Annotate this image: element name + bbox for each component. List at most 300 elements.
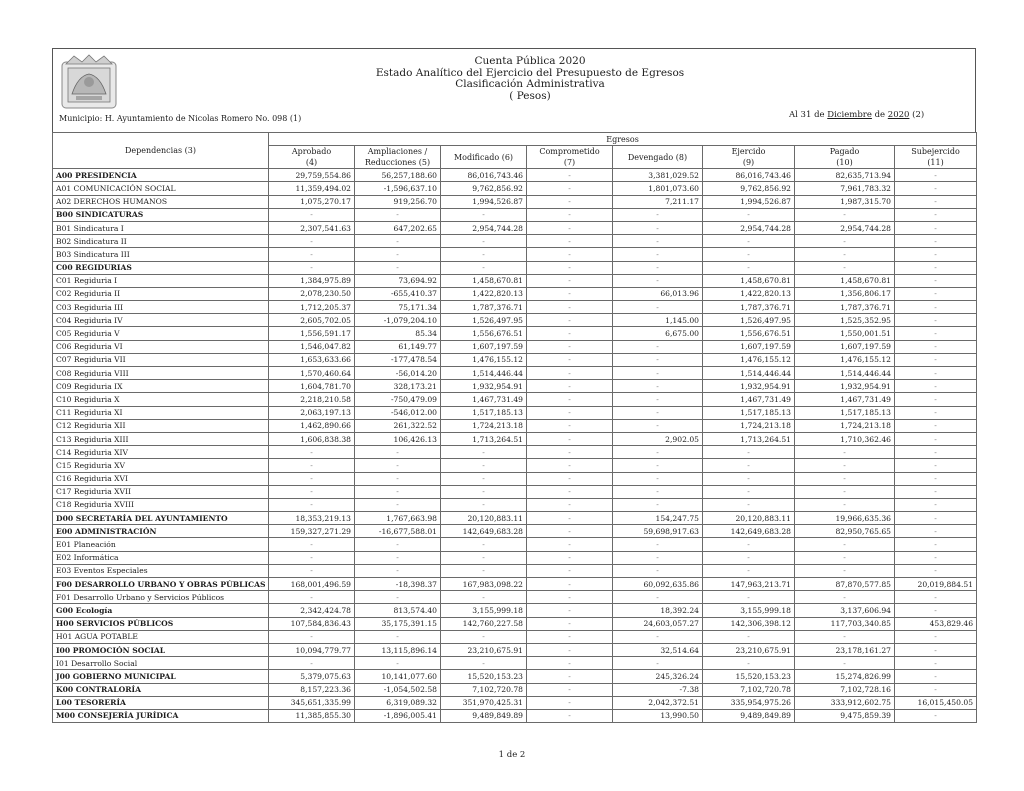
table-row [53,604,977,617]
amount-cell: 142,306,398.12 [703,617,795,630]
amount-cell: -18,398.37 [355,578,441,591]
amount-cell: 75,171.34 [355,301,441,314]
amount-cell: - [269,472,355,485]
amount-cell: - [795,498,895,511]
amount-cell: - [703,657,795,670]
dependency-name: K00 CONTRALORÍA [53,683,269,696]
amount-cell: - [613,657,703,670]
dependency-name: C04 Regiduria IV [53,314,269,327]
amount-cell: 1,932,954.91 [795,380,895,393]
amount-cell: - [895,380,977,393]
amount-cell: - [355,261,441,274]
amount-cell: - [527,512,613,525]
amount-cell: 15,520,153.23 [441,670,527,683]
amount-cell: - [441,657,527,670]
amount-cell: 1,994,526.87 [441,195,527,208]
amount-cell: - [703,551,795,564]
amount-cell: - [613,472,703,485]
amount-cell: - [527,709,613,722]
amount-cell: 1,075,270.17 [269,195,355,208]
dependency-name: C01 Regiduria I [53,274,269,287]
dependency-name: C07 Regiduria VII [53,353,269,366]
table-row [53,274,977,287]
amount-cell: 11,359,494.02 [269,182,355,195]
dependency-name: C11 Regiduria XI [53,406,269,419]
amount-cell: - [795,208,895,221]
amount-cell: - [895,235,977,248]
table-row [53,287,977,300]
table-row [53,393,977,406]
table-row [53,314,977,327]
amount-cell: - [527,630,613,643]
amount-cell: 107,584,836.43 [269,617,355,630]
amount-cell: - [895,564,977,577]
amount-cell: - [355,551,441,564]
amount-cell: - [895,643,977,656]
amount-cell: - [441,630,527,643]
amount-cell: - [527,525,613,538]
amount-cell: 35,175,391.15 [355,617,441,630]
dependency-name: B01 Sindicatura I [53,221,269,234]
amount-cell: - [355,498,441,511]
column-header-line: (10) [836,158,853,168]
dependency-name: E00 ADMINISTRACIÓN [53,525,269,538]
amount-cell: 9,489,849.89 [703,709,795,722]
amount-cell: 1,653,633.66 [269,353,355,366]
amount-cell: 2,042,372.51 [613,696,703,709]
column-header-line: (9) [742,158,755,168]
amount-cell: - [895,630,977,643]
amount-cell: - [895,525,977,538]
amount-cell: 147,963,213.71 [703,578,795,591]
amount-cell: 351,970,425.31 [441,696,527,709]
column-header-line: Ampliaciones / [367,147,428,157]
column-header-line: (4) [305,158,318,168]
amount-cell: - [613,538,703,551]
amount-cell: - [795,446,895,459]
dependency-name: M00 CONSEJERÍA JURÍDICA [53,709,269,722]
amount-cell: 1,607,197.59 [795,340,895,353]
table-row [53,709,977,722]
amount-cell: - [355,564,441,577]
amount-cell: - [895,538,977,551]
table-row [53,208,977,221]
amount-cell: 8,157,223.36 [269,683,355,696]
amount-cell: - [703,472,795,485]
amount-cell: 647,202.65 [355,221,441,234]
amount-cell: - [441,248,527,261]
amount-cell: 333,912,602.75 [795,696,895,709]
column-header [895,146,977,169]
table-row [53,525,977,538]
amount-cell: 7,102,720.78 [703,683,795,696]
amount-cell: - [795,538,895,551]
title-line: Estado Analítico del Ejercicio del Presupuesto de Egresos [375,66,685,79]
amount-cell: 1,525,352.95 [795,314,895,327]
table-body [53,169,977,723]
column-header-line: (11) [927,158,944,168]
amount-cell: - [355,630,441,643]
amount-cell: - [441,485,527,498]
column-header-line: Pagado [829,147,860,157]
amount-cell: - [613,406,703,419]
amount-cell: - [895,683,977,696]
amount-cell: - [895,485,977,498]
amount-cell: 1,801,073.60 [613,182,703,195]
amount-cell: -16,677,588.01 [355,525,441,538]
amount-cell: 2,307,541.63 [269,221,355,234]
amount-cell: -1,079,204.10 [355,314,441,327]
dependency-name: H01 AGUA POTABLE [53,630,269,643]
amount-cell: 2,078,230.50 [269,287,355,300]
amount-cell: - [795,657,895,670]
column-header-line: Reducciones (5) [364,158,431,168]
amount-cell: - [527,604,613,617]
amount-cell: 18,392.24 [613,604,703,617]
table-row [53,353,977,366]
amount-cell: - [527,208,613,221]
amount-cell: 1,713,264.51 [703,432,795,445]
amount-cell: - [613,248,703,261]
amount-cell: - [613,353,703,366]
budget-table [52,132,977,723]
amount-cell: - [795,472,895,485]
amount-cell: - [527,314,613,327]
dependency-name: B03 Sindicatura III [53,248,269,261]
amount-cell: - [795,235,895,248]
date-month: Diciembre [827,110,872,120]
amount-cell: - [527,591,613,604]
column-header [703,146,795,169]
amount-cell: 7,102,728.16 [795,683,895,696]
amount-cell: 1,932,954.91 [703,380,795,393]
amount-cell: 29,759,554.86 [269,169,355,182]
amount-cell: 1,713,264.51 [441,432,527,445]
report-date [789,110,924,120]
amount-cell: 73,694.92 [355,274,441,287]
amount-cell: 1,724,213.18 [703,419,795,432]
amount-cell: - [895,169,977,182]
amount-cell: - [441,472,527,485]
amount-cell: - [895,393,977,406]
amount-cell: -750,479.09 [355,393,441,406]
dependency-name: F01 Desarrollo Urbano y Servicios Públicos [53,591,269,604]
amount-cell: - [269,630,355,643]
amount-cell: - [441,538,527,551]
table-row [53,432,977,445]
column-header [355,146,441,169]
column-header-line: Comprometido [539,147,600,157]
amount-cell: - [795,564,895,577]
amount-cell: 1,517,185.13 [795,406,895,419]
amount-cell: 1,556,676.51 [441,327,527,340]
amount-cell: 20,120,883.11 [441,512,527,525]
amount-cell: - [527,670,613,683]
amount-cell: - [441,459,527,472]
municipio-label: Municipio: H. Ayuntamiento de Nicolas Romero No. 098 (1) [59,114,302,123]
amount-cell: - [355,208,441,221]
amount-cell: 1,514,446.44 [441,367,527,380]
amount-cell: 1,422,820.13 [703,287,795,300]
amount-cell: 2,218,210.58 [269,393,355,406]
amount-cell: - [795,261,895,274]
amount-cell: - [895,248,977,261]
amount-cell: - [527,261,613,274]
amount-cell: 23,210,675.91 [441,643,527,656]
amount-cell: - [355,657,441,670]
amount-cell: - [355,446,441,459]
amount-cell: - [269,485,355,498]
amount-cell: - [703,261,795,274]
table-row [53,169,977,182]
amount-cell: 261,322.52 [355,419,441,432]
amount-cell: - [269,446,355,459]
amount-cell: 9,762,856.92 [703,182,795,195]
egresos-group-header: Egresos [269,133,977,146]
amount-cell: - [527,393,613,406]
amount-cell: - [269,538,355,551]
amount-cell: 13,990.50 [613,709,703,722]
amount-cell: 16,015,450.05 [895,696,977,709]
date-year: 2020 [887,110,910,120]
amount-cell: - [269,235,355,248]
amount-cell: - [441,235,527,248]
amount-cell: 1,556,591.17 [269,327,355,340]
amount-cell: 15,274,826.99 [795,670,895,683]
amount-cell: 86,016,743.46 [441,169,527,182]
amount-cell: 2,605,702.05 [269,314,355,327]
amount-cell: 1,467,731.49 [703,393,795,406]
amount-cell: - [795,591,895,604]
amount-cell: - [527,235,613,248]
table-row [53,419,977,432]
amount-cell: - [613,591,703,604]
amount-cell: 167,983,098.22 [441,578,527,591]
amount-cell: - [269,208,355,221]
table-row [53,578,977,591]
amount-cell: - [795,551,895,564]
amount-cell: 1,476,155.12 [703,353,795,366]
amount-cell: - [527,195,613,208]
amount-cell: - [895,709,977,722]
title-line: Cuenta Pública 2020 [474,55,586,67]
table-row [53,670,977,683]
table-row [53,498,977,511]
amount-cell: 1,458,670.81 [703,274,795,287]
amount-cell: -546,012.00 [355,406,441,419]
amount-cell: - [527,367,613,380]
amount-cell: 2,954,744.28 [795,221,895,234]
amount-cell: - [895,591,977,604]
column-header-line: Subejercido [911,147,960,157]
amount-cell: 1,517,185.13 [703,406,795,419]
amount-cell: -56,014.20 [355,367,441,380]
amount-cell: 106,426.13 [355,432,441,445]
dependency-name: E02 Informática [53,551,269,564]
amount-cell: 168,001,496.59 [269,578,355,591]
amount-cell: 1,604,781.70 [269,380,355,393]
amount-cell: 813,574.40 [355,604,441,617]
amount-cell: - [355,591,441,604]
amount-cell: - [613,485,703,498]
amount-cell: 453,829.46 [895,617,977,630]
amount-cell: 19,966,635.36 [795,512,895,525]
amount-cell: - [527,432,613,445]
date-suffix: (2) [909,110,925,120]
amount-cell: 328,173.21 [355,380,441,393]
column-header-line: Ejercido [731,147,766,157]
amount-cell: 9,762,856.92 [441,182,527,195]
amount-cell: - [895,604,977,617]
amount-cell: 1,724,213.18 [795,419,895,432]
amount-cell: 154,247.75 [613,512,703,525]
amount-cell: 9,475,859.39 [795,709,895,722]
amount-cell: - [895,367,977,380]
amount-cell: - [527,353,613,366]
amount-cell: - [441,498,527,511]
amount-cell: 1,570,460.64 [269,367,355,380]
amount-cell: - [527,578,613,591]
dependency-name: C02 Regiduria II [53,287,269,300]
amount-cell: 1,356,806.17 [795,287,895,300]
amount-cell: - [613,221,703,234]
amount-cell: -1,896,005.41 [355,709,441,722]
amount-cell: - [527,327,613,340]
amount-cell: - [527,221,613,234]
amount-cell: 1,932,954.91 [441,380,527,393]
amount-cell: - [613,274,703,287]
amount-cell: 345,651,335.99 [269,696,355,709]
amount-cell: - [355,459,441,472]
amount-cell: - [441,551,527,564]
amount-cell: 2,902.05 [613,432,703,445]
amount-cell: - [895,670,977,683]
amount-cell: 7,961,783.32 [795,182,895,195]
dependency-name: C18 Regiduria XVIII [53,498,269,511]
amount-cell: - [703,498,795,511]
amount-cell: - [613,498,703,511]
amount-cell: - [527,182,613,195]
amount-cell: - [895,406,977,419]
amount-cell: 2,954,744.28 [703,221,795,234]
amount-cell: - [441,564,527,577]
column-header [527,146,613,169]
amount-cell: 1,476,155.12 [795,353,895,366]
amount-cell: 1,467,731.49 [795,393,895,406]
amount-cell: - [703,630,795,643]
amount-cell: - [269,261,355,274]
amount-cell: 87,870,577.85 [795,578,895,591]
amount-cell: -655,410.37 [355,287,441,300]
amount-cell: 1,787,376.71 [795,301,895,314]
amount-cell: 117,703,340.85 [795,617,895,630]
date-prefix: Al 31 de [789,110,828,120]
amount-cell: - [527,380,613,393]
amount-cell: - [355,538,441,551]
amount-cell: - [527,406,613,419]
amount-cell: 142,649,683.28 [703,525,795,538]
amount-cell: 3,155,999.18 [703,604,795,617]
dependency-name: J00 GOBIERNO MUNICIPAL [53,670,269,683]
amount-cell: - [895,419,977,432]
amount-cell: - [703,591,795,604]
dependency-name: A00 PRESIDENCIA [53,169,269,182]
amount-cell: - [795,459,895,472]
amount-cell: - [527,683,613,696]
amount-cell: -1,596,637.10 [355,182,441,195]
municipal-seal-logo [58,54,120,114]
amount-cell: 1,517,185.13 [441,406,527,419]
amount-cell: -1,054,502.58 [355,683,441,696]
table-row [53,657,977,670]
amount-cell: 1,462,890.66 [269,419,355,432]
dependency-name: I01 Desarrollo Social [53,657,269,670]
dependency-name: C12 Regiduria XII [53,419,269,432]
amount-cell: 3,381,029.52 [613,169,703,182]
amount-cell: - [527,248,613,261]
amount-cell: -7.38 [613,683,703,696]
table-row [53,182,977,195]
dependency-name: C10 Regiduria X [53,393,269,406]
column-header-line: Devengado (8) [627,152,688,162]
table-row [53,446,977,459]
amount-cell: - [269,564,355,577]
dependency-name: C06 Regiduria VI [53,340,269,353]
amount-cell: - [895,472,977,485]
amount-cell: 1,422,820.13 [441,287,527,300]
amount-cell: - [441,591,527,604]
table-row [53,248,977,261]
amount-cell: - [895,327,977,340]
table-row [53,367,977,380]
amount-cell: 3,155,999.18 [441,604,527,617]
amount-cell: 1,458,670.81 [795,274,895,287]
dependency-name: A01 COMUNICACIÓN SOCIAL [53,182,269,195]
amount-cell: 66,013.96 [613,287,703,300]
amount-cell: - [527,472,613,485]
dependency-name: A02 DERECHOS HUMANOS [53,195,269,208]
amount-cell: - [613,630,703,643]
date-mid: de [871,110,888,120]
amount-cell: - [527,169,613,182]
dependency-name: D00 SECRETARÍA DEL AYUNTAMIENTO [53,512,269,525]
column-header-line: Aprobado [291,147,332,157]
dependency-name: H00 SERVICIOS PÚBLICOS [53,617,269,630]
dependency-name: C16 Regiduria XVI [53,472,269,485]
amount-cell: - [613,564,703,577]
dependency-name: C00 REGIDURIAS [53,261,269,274]
amount-cell: 1,712,205.37 [269,301,355,314]
amount-cell: 60,092,635.86 [613,578,703,591]
amount-cell: 1,514,446.44 [703,367,795,380]
amount-cell: 142,649,683.28 [441,525,527,538]
amount-cell: 1,546,047.82 [269,340,355,353]
amount-cell: - [355,472,441,485]
amount-cell: - [703,446,795,459]
amount-cell: - [269,248,355,261]
amount-cell: 1,787,376.71 [441,301,527,314]
dependency-name: B00 SINDICATURAS [53,208,269,221]
dependency-name: E03 Eventos Especiales [53,564,269,577]
amount-cell: - [703,248,795,261]
amount-cell: 142,760,227.58 [441,617,527,630]
amount-cell: - [895,261,977,274]
amount-cell: 61,149.77 [355,340,441,353]
amount-cell: 1,458,670.81 [441,274,527,287]
amount-cell: 7,102,720.78 [441,683,527,696]
column-header-line: Modificado (6) [453,152,514,162]
amount-cell: - [527,564,613,577]
